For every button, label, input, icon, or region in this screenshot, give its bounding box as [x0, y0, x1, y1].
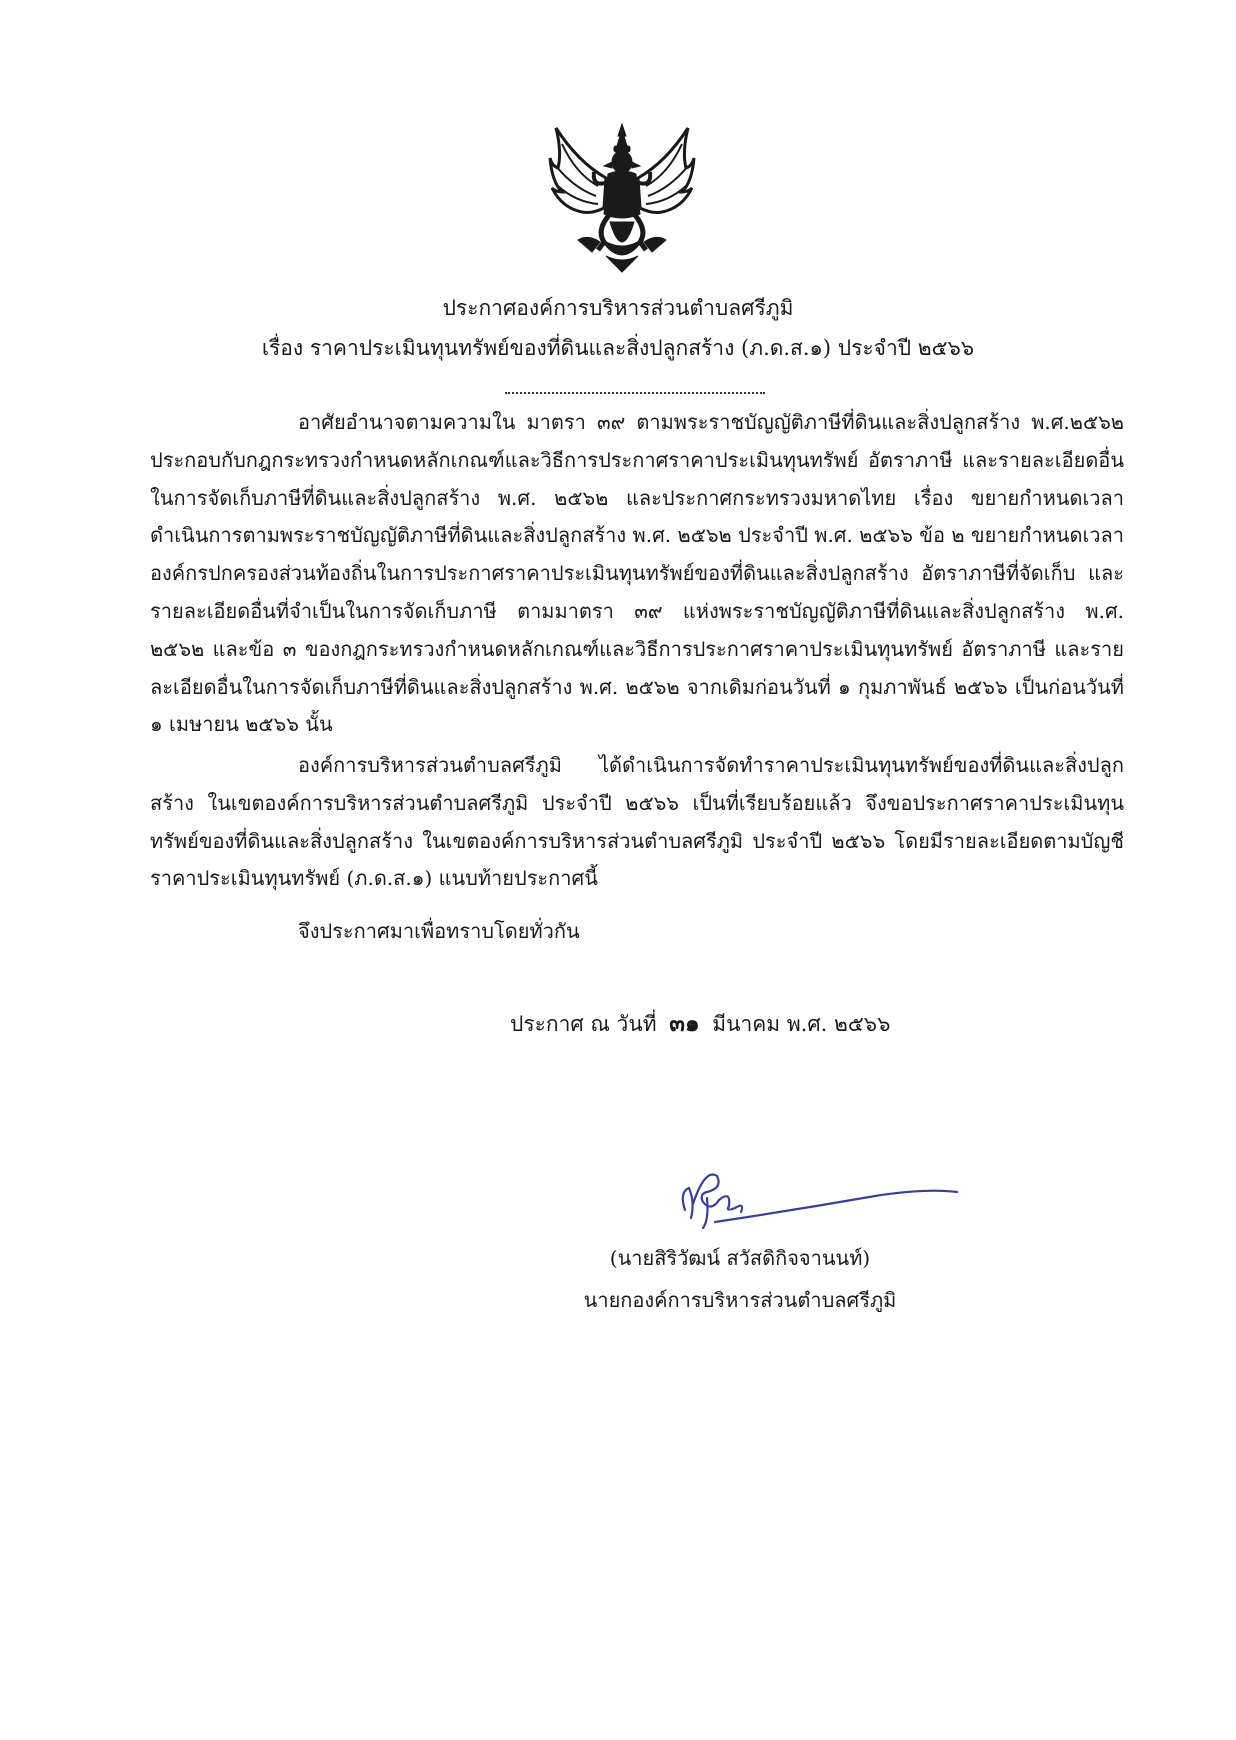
closing-sentence: จึงประกาศมาเพื่อทราบโดยทั่วกัน [298, 919, 580, 943]
dotted-separator [505, 392, 765, 394]
garuda-emblem-icon [548, 122, 696, 274]
signatory-name: (นายสิริวัฒน์ สวัสดิกิจจานนท์) [609, 1246, 871, 1270]
date-month-year: มีนาคม พ.ศ. ๒๕๖๖ [712, 1012, 891, 1036]
handwritten-signature-icon [645, 1162, 965, 1232]
signatory-position: นายกองค์การบริหารส่วนตำบลศรีภูมิ [583, 1288, 897, 1312]
body-paragraph-1: อาศัยอำนาจตามความใน มาตรา ๓๙ ตามพระราชบัญญัติภาษีที่ดินและสิ่งปลูกสร้าง พ.ศ.๒๕๖๒ ประกอบกับกฎกระทรวงกำหนดหลักเกณฑ์และวิธีการประกาศราคาประเมินทุนทรัพย์ อัตราภาษี และรายละเอียดอื่นในการจัดเก็บภาษีที่ดินและสิ่งปลูกสร้าง พ.ศ. ๒๕๖๒ และประกาศกระทรวงมหาดไทย เรื่อง ขยายกำหนดเวลาดำเนินการตามพระราชบัญญัติภาษีที่ดินและสิ่งปลูกสร้าง พ.ศ. ๒๕๖๒ ประจำปี พ.ศ. ๒๕๖๖ ข้อ ๒ ขยายกำหนดเวลาองค์กรปกครองส่วนท้องถิ่นในการประกาศราคาประเมินทุนทรัพย์ของที่ดินและสิ่งปลูกสร้าง อัตราภาษีที่จัดเก็บ และรายละเอียดอื่นที่จำเป็นในการจัดเก็บภาษี ตามมาตรา ๓๙ แห่งพระราชบัญญัติภาษีที่ดินและสิ่งปลูกสร้าง พ.ศ. ๒๕๖๒ และข้อ ๓ ของกฎกระทรวงกำหนดหลักเกณฑ์และวิธีการประกาศราคาประเมินทุนทรัพย์ อัตราภาษี และรายละเอียดอื่นในการจัดเก็บภาษีที่ดินและสิ่งปลูกสร้าง พ.ศ. ๒๕๖๒ จากเดิมก่อนวันที่ ๑ กุมภาพันธ์ ๒๕๖๖ เป็นก่อนวันที่ ๑ เมษายน ๒๕๖๖ นั้น [150, 410, 1124, 737]
date-day: ๓๑ [669, 1010, 700, 1037]
announcement-title: ประกาศองค์การบริหารส่วนตำบลศรีภูมิ [442, 296, 794, 320]
announcement-date [510, 1006, 890, 1042]
body-paragraph-2: องค์การบริหารส่วนตำบลศรีภูมิ ได้ดำเนินการจัดทำราคาประเมินทุนทรัพย์ของที่ดินและสิ่งปลูกสร้าง ในเขตองค์การบริหารส่วนตำบลศรีภูมิ ประจำปี ๒๕๖๖ เป็นที่เรียบร้อยแล้ว จึงขอประกาศราคาประเมินทุนทรัพย์ของที่ดินและสิ่งปลูกสร้าง ในเขตองค์การบริหารส่วนตำบลศรีภูมิ ประจำปี ๒๕๖๖ โดยมีรายละเอียดตามบัญชีราคาประเมินทุนทรัพย์ (ภ.ด.ส.๑) แนบท้ายประกาศนี้ [150, 753, 1124, 891]
date-prefix: ประกาศ ณ วันที่ [510, 1012, 657, 1036]
announcement-subject: เรื่อง ราคาประเมินทุนทรัพย์ของที่ดินและสิ่งปลูกสร้าง (ภ.ด.ส.๑) ประจำปี ๒๕๖๖ [261, 336, 975, 360]
